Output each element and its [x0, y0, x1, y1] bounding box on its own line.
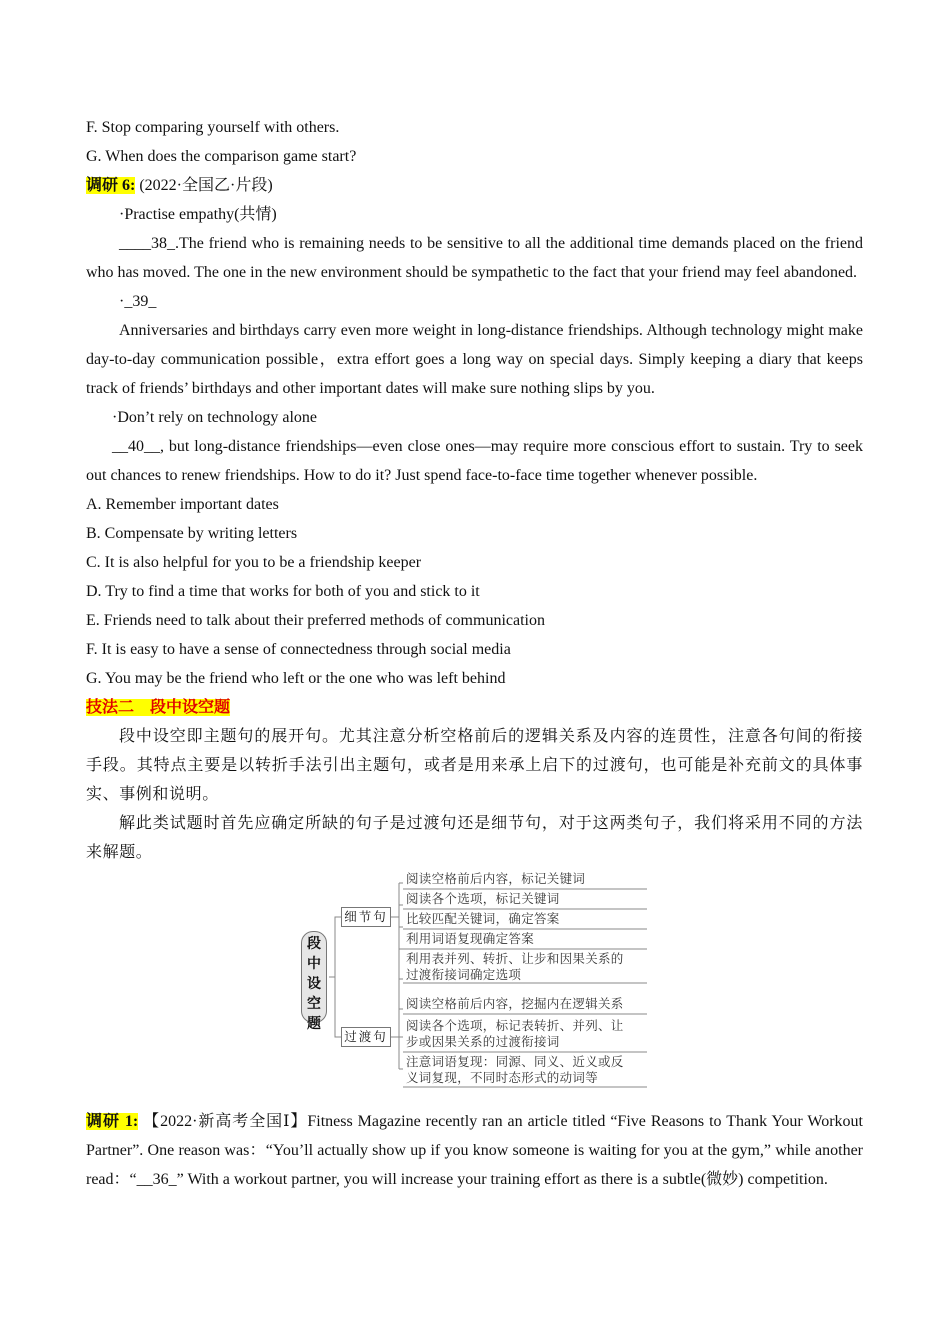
blank-36: __36_ [136, 1171, 177, 1188]
paragraph-anniversaries: Anniversaries and birthdays carry even more weight in long-distance friendships. Although technology might make day-to-day communication possible，extra effort goes a long way on special days. Simply keeping a diary that keeps track of friends’ birthdays and other important dates will make sure nothing slips by you. [86, 322, 863, 397]
root-char: 题 [307, 1016, 321, 1032]
heading-practise-empathy: ·Practise empathy(共情) [119, 206, 277, 223]
transition-item: 义词复现，不同时态形式的动词等 [406, 1070, 599, 1085]
survey1-paragraph [86, 1107, 863, 1194]
survey6-options [86, 490, 863, 693]
paragraph-38 [86, 229, 863, 287]
detail-item: 利用表并列、转折、让步和因果关系的 [406, 951, 624, 966]
paragraph-40-text: , but long-distance friendships—even close ones—may require more conscious effort to sustain. Try to seek out chances to renew friendships. How to do it? Just spend face-to-face time together whenever possible. [86, 438, 863, 484]
root-char: 空 [307, 996, 321, 1012]
root-char: 设 [307, 976, 321, 992]
blank-40: __40__ [112, 438, 160, 455]
survey1-text-after: ” With a workout partner, you will increase your training effort as there is a subtle(微妙) competition. [176, 1171, 828, 1188]
transition-item: 注意词语复现：同源、同义、近义或反 [406, 1054, 624, 1069]
mind-map-diagram [299, 871, 679, 1097]
transition-item: 阅读各个选项，标记表转折、并列、让 [406, 1018, 624, 1033]
option-b: B. Compensate by writing letters [86, 525, 298, 542]
survey1-text-before: Fitness Magazine recently ran an article titled “Five Reasons to Thank Your Workout Partner”. One reason was：“You’ll actually show up if you know someone is waiting for you at the gym,” while another read：“ [86, 1113, 863, 1188]
root-char: 中 [307, 956, 321, 972]
option-f-comparison: F. Stop comparing yourself with others. [86, 119, 340, 136]
paragraph-38-text: .The friend who is remaining needs to be sensitive to all the additional time demands placed on the friend who has moved. The one in the new environment should be sympathetic to the fact that your friend may feel abandoned. [86, 235, 863, 281]
survey6-label: 调研 6: [86, 177, 136, 194]
technique2-para1: 段中设空即主题句的展开句。尤其注意分析空格前后的逻辑关系及内容的连贯性，注意各句间的衔接手段。其特点主要是以转折手法引出主题句，或者是用来承上启下的过渡句，也可能是补充前文的具体事实、事例和说明。 [86, 728, 863, 803]
option-c: C. It is also helpful for you to be a friendship keeper [86, 554, 422, 571]
survey1-label: 调研 1: [86, 1113, 139, 1130]
heading-39 [86, 287, 863, 316]
option-f: F. It is easy to have a sense of connectedness through social media [86, 641, 511, 658]
technique2-title [86, 693, 863, 722]
detail-item: 利用词语复现确定答案 [406, 931, 535, 946]
option-e: E. Friends need to talk about their preferred methods of communication [86, 612, 545, 629]
detail-sentence-box: 细节句 [341, 907, 391, 927]
survey1-source: 【2022·新高考全国Ⅰ】 [138, 1113, 308, 1130]
technique2-para2: 解此类试题时首先应确定所缺的句子是过渡句还是细节句，对于这两类句子，我们将采用不同的方法来解题。 [86, 815, 863, 861]
option-d: D. Try to find a time that works for both of you and stick to it [86, 583, 480, 600]
survey6-source: (2022·全国乙·片段) [135, 177, 273, 194]
option-g: G. You may be the friend who left or the one who was left behind [86, 670, 506, 687]
detail-item: 阅读各个选项，标记关键词 [406, 891, 560, 906]
heading-dont-rely: ·Don’t rely on technology alone [112, 409, 317, 426]
option-a: A. Remember important dates [86, 496, 279, 513]
option-g-comparison: G. When does the comparison game start? [86, 148, 357, 165]
heading-39-bullet: · [119, 293, 125, 310]
root-char: 段 [307, 936, 321, 952]
blank-39: _39_ [124, 293, 157, 310]
detail-item: 比较匹配关键词，确定答案 [406, 911, 560, 926]
document-page [86, 113, 863, 1194]
survey6-header [86, 171, 863, 200]
transition-item: 阅读空格前后内容，挖掘内在逻辑关系 [406, 996, 624, 1011]
detail-item: 阅读空格前后内容，标记关键词 [406, 871, 586, 886]
diagram-root-box [301, 931, 327, 1032]
transition-item: 步或因果关系的过渡衔接词 [406, 1034, 560, 1049]
blank-38: ____38_ [119, 235, 175, 252]
transition-sentence-box: 过渡句 [341, 1027, 391, 1047]
detail-item: 过渡衔接词确定选项 [406, 967, 522, 982]
paragraph-40 [86, 432, 863, 490]
technique2-title-text: 技法二 段中设空题 [86, 699, 231, 716]
